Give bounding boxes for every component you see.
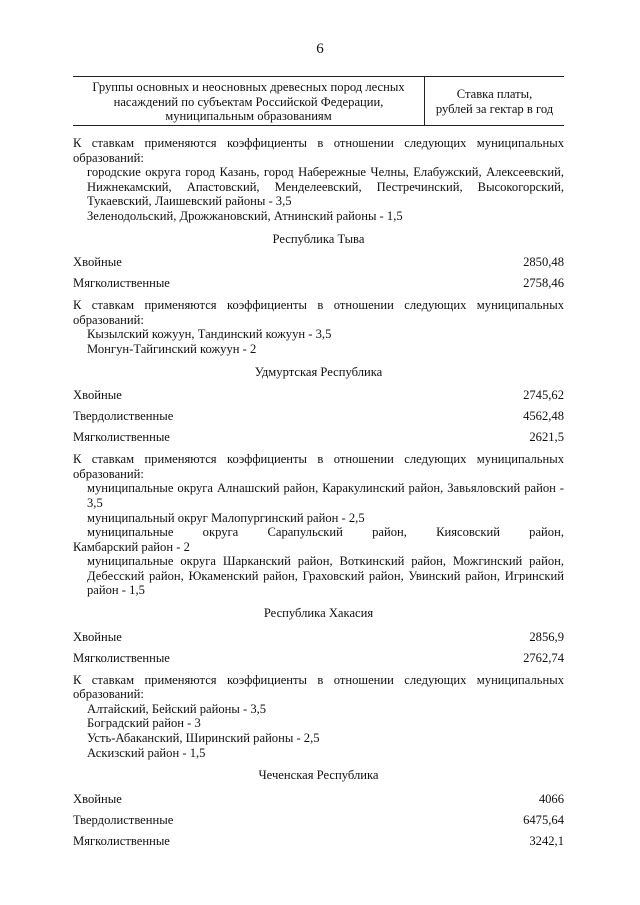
- tatarstan-coef-intro: К ставкам применяются коэффициенты в отношении следующих муниципальных образований:: [73, 136, 564, 165]
- region-title-khakassia: Республика Хакасия: [263, 606, 374, 621]
- udmurtia-coef-item: муниципальный округ Малопургинский район - 2,5: [87, 510, 365, 525]
- udmurtia-coef-item: муниципальные округа Шарканский район, Воткинский район, Можгинский район, Дебесский район, Юкаменский район, Граховский район, Увинский район, Игринский район - 1,5: [87, 554, 564, 598]
- word: округа: [202, 525, 239, 540]
- rate-value: 2856,9: [529, 629, 564, 644]
- rate-label: Хвойные: [73, 629, 122, 644]
- rate-row: [73, 789, 564, 810]
- word: муниципальные: [87, 525, 174, 540]
- rate-row: [73, 252, 564, 273]
- udmurtia-coef-item-line: [73, 525, 564, 540]
- rate-value: 2745,62: [523, 388, 564, 403]
- rate-value: 2762,74: [523, 650, 564, 665]
- header-rate-line2: рублей за гектар в год: [435, 101, 554, 116]
- page-number: 6: [316, 41, 324, 57]
- rate-label: Твердолиственные: [73, 409, 174, 424]
- rate-label: Мягколиственные: [73, 430, 170, 445]
- tyva-coef-item: Кызылский кожуун, Тандинский кожуун - 3,5: [87, 327, 332, 342]
- rate-label: Хвойные: [73, 388, 122, 403]
- rate-value: 2850,48: [523, 255, 564, 270]
- rate-label: Твердолиственные: [73, 813, 174, 828]
- header-rate-column: [425, 77, 564, 125]
- rate-value: 4562,48: [523, 409, 564, 424]
- khakassia-coef-item: Усть-Абаканский, Ширинский районы - 2,5: [87, 731, 320, 746]
- rate-value: 4066: [538, 792, 564, 807]
- header-rate-line1: Ставка платы,: [456, 87, 533, 101]
- region-title-udmurtia: Удмуртская Республика: [254, 364, 383, 379]
- tyva-coef-intro: К ставкам применяются коэффициенты в отношении следующих муниципальных образований:: [73, 298, 564, 327]
- header-groups-column: Группы основных и неосновных древесных пород лесных насаждений по субъектам Российской Федерации, муниципальным образованиям: [73, 77, 425, 125]
- khakassia-coef-intro: К ставкам применяются коэффициенты в отношении следующих муниципальных образований:: [73, 672, 564, 702]
- khakassia-coef-item: Боградский район - 3: [87, 716, 201, 731]
- rate-label: Мягколиственные: [73, 650, 170, 665]
- rate-value: 2758,46: [523, 276, 564, 291]
- tatarstan-coef-item: городские округа город Казань, город Набережные Челны, Елабужский, Алексеевский, Нижнекамский, Апастовский, Менделеевский, Пестречинский, Высокогорский, Тукаевский, Лаишевский районы - 3,5: [87, 165, 564, 209]
- rate-row: [73, 810, 564, 831]
- rate-label: Мягколиственные: [73, 276, 170, 291]
- udmurtia-coef-item: муниципальные округа Алнашский район, Каракулинский район, Завьяловский район - 3,5: [87, 481, 564, 510]
- khakassia-coef-item: Аскизский район - 1,5: [87, 745, 206, 760]
- tyva-coef-item: Монгун-Тайгинский кожуун - 2: [87, 341, 257, 356]
- rate-label: Хвойные: [73, 792, 122, 807]
- region-title-tyva: Республика Тыва: [272, 231, 365, 246]
- rate-row: [73, 648, 564, 669]
- region-title-chechnya: Чеченская Республика: [258, 768, 379, 783]
- udmurtia-coef-item-tail: Камбарский район - 2: [73, 539, 190, 554]
- word: Сарапульский: [267, 525, 343, 540]
- rate-row: [73, 406, 564, 427]
- tatarstan-coef-item: Зеленодольский, Дрожжановский, Атнинский районы - 1,5: [87, 208, 403, 223]
- word: Киясовский: [436, 525, 500, 540]
- rate-value: 3242,1: [529, 834, 564, 849]
- rate-row: [73, 385, 564, 406]
- word: район,: [372, 525, 407, 540]
- table-header: [73, 76, 564, 126]
- rate-row: [73, 427, 564, 448]
- udmurtia-coef-intro: К ставкам применяются коэффициенты в отношении следующих муниципальных образований:: [73, 452, 564, 481]
- rate-row: [73, 273, 564, 294]
- rate-value: 2621,5: [529, 430, 564, 445]
- rate-label: Мягколиственные: [73, 834, 170, 849]
- khakassia-coef-item: Алтайский, Бейский районы - 3,5: [87, 701, 267, 716]
- word: район,: [529, 525, 564, 540]
- rate-value: 6475,64: [523, 813, 564, 828]
- rate-label: Хвойные: [73, 255, 122, 270]
- document-body: [73, 136, 564, 852]
- rate-row: [73, 627, 564, 648]
- rate-row: [73, 831, 564, 852]
